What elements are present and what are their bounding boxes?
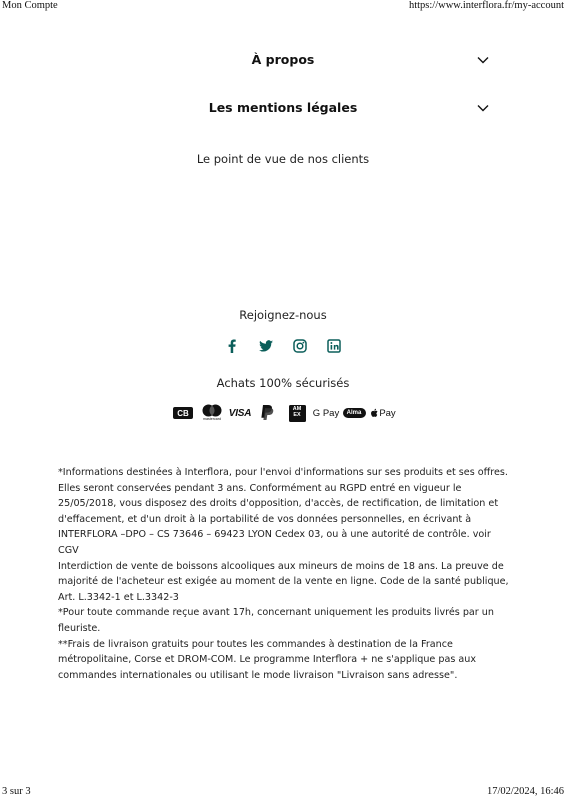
legal-paragraph-gdpr: *Informations destinées à Interflora, pour l'envoi d'informations sur ses produits et ses offres. Elles seront conservées pendant 3 ans. Conformément au RGPD entré en vigueur le 25/05/2018, vous disposez des droits d'opposition, d'accès, de rectification, de limitation et d'effacement, et d'un droit à la portabilité de vos données personnelles, en écrivant à INTERFLORA –DPO – CS 73646 – 69423 LYON Cedex 03, ou à une autorité de contrôle. voir CGV bbox=[58, 467, 508, 556]
google-pay-icon bbox=[312, 402, 340, 424]
legal-notice bbox=[58, 465, 514, 683]
legal-paragraph-alcohol: Interdiction de vente de boissons alcooliques aux mineurs de moins de 18 ans. La preuve de majorité de l'acheteur est exigée au moment de la vente en ligne. Code de la santé publique, Art. L.3342-1 et L.3342-3 bbox=[58, 560, 509, 603]
accordion-mentions-legales-label: Les mentions légales bbox=[208, 100, 358, 115]
apple-pay-icon bbox=[370, 402, 396, 424]
svg-text:CB: CB bbox=[177, 409, 189, 418]
apple-pay-text: Pay bbox=[379, 407, 396, 419]
instagram-icon[interactable] bbox=[292, 338, 308, 354]
accordion-a-propos[interactable] bbox=[0, 48, 566, 72]
print-page-url: https://www.interflora.fr/my-account bbox=[408, 0, 564, 11]
social-links bbox=[0, 338, 566, 354]
payment-methods bbox=[0, 402, 566, 424]
accordion-a-propos-label: À propos bbox=[251, 52, 315, 67]
social-heading: Rejoignez-nous bbox=[239, 308, 327, 322]
legal-paragraph-free-shipping: **Frais de livraison gratuits pour toutes les commandes à destination de la France métropolitaine, Corse et DROM-COM. Le programme Interflora + ne s'applique pas aux commandes internationales ou utilisant le mode livraison "Livraison sans adresse". bbox=[58, 638, 477, 681]
twitter-icon[interactable] bbox=[258, 338, 274, 354]
alma-icon bbox=[342, 402, 366, 424]
paypal-icon bbox=[259, 402, 275, 424]
cb-icon bbox=[173, 402, 193, 424]
amex-icon bbox=[288, 402, 306, 424]
chevron-down-icon bbox=[476, 101, 490, 115]
mastercard-caption: mastercard bbox=[203, 417, 221, 421]
linkedin-icon[interactable] bbox=[326, 338, 342, 354]
google-pay-text: G Pay bbox=[312, 407, 340, 419]
amex-text: AM EX bbox=[292, 406, 302, 418]
customer-reviews-heading: Le point de vue de nos clients bbox=[196, 152, 370, 166]
alma-text: Alma bbox=[346, 410, 362, 416]
chevron-down-icon bbox=[476, 53, 490, 67]
mastercard-icon bbox=[200, 402, 224, 424]
facebook-icon[interactable] bbox=[224, 338, 240, 354]
legal-paragraph-delivery-time: *Pour toute commande reçue avant 17h, concernant uniquement les produits livrés par un fleuriste. bbox=[58, 607, 494, 634]
visa-icon bbox=[228, 402, 252, 424]
accordion-mentions-legales[interactable] bbox=[0, 96, 566, 120]
print-footer bbox=[0, 786, 566, 800]
secure-payment-heading: Achats 100% sécurisés bbox=[216, 376, 350, 390]
print-page-number: 3 sur 3 bbox=[2, 786, 31, 797]
visa-text: VISA bbox=[228, 407, 252, 419]
print-page-title: Mon Compte bbox=[2, 0, 58, 11]
print-header bbox=[0, 0, 566, 14]
print-datetime: 17/02/2024, 16:46 bbox=[486, 786, 564, 797]
